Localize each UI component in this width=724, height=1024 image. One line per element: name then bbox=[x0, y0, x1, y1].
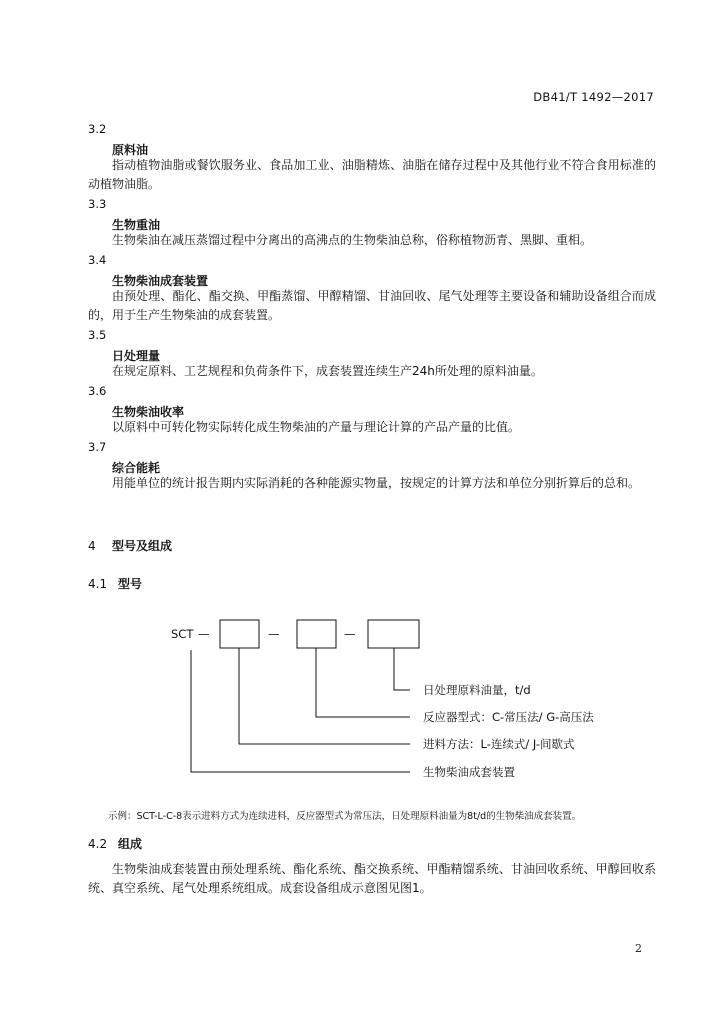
term-title: 原料油 bbox=[112, 143, 149, 157]
diagram-label: 进料方法：L-连续式/ J-间歇式 bbox=[423, 737, 575, 751]
term-number: 3.7 bbox=[88, 440, 107, 454]
model-box-feed bbox=[220, 620, 259, 648]
diagram-prefix: SCT bbox=[171, 627, 194, 641]
term-title: 日处理量 bbox=[112, 349, 161, 363]
section-number: 4.2 bbox=[88, 837, 108, 851]
section-number: 4.1 bbox=[88, 577, 108, 591]
leader-line-feed bbox=[239, 648, 410, 744]
leader-line-reactor bbox=[316, 648, 410, 717]
leader-line-capacity bbox=[394, 648, 410, 690]
diagram-label: 日处理原料油量，t/d bbox=[423, 683, 531, 697]
diagram-label: 反应器型式：C-常压法/ G-高压法 bbox=[423, 710, 594, 724]
term-number: 3.3 bbox=[88, 197, 107, 211]
term-title: 生物重油 bbox=[112, 218, 161, 232]
subsection-heading bbox=[88, 835, 142, 852]
term-title: 综合能耗 bbox=[112, 461, 161, 475]
term-definition: 由预处理、酯化、酯交换、甲酯蒸馏、甲醇精馏、甘油回收、尾气处理等主要设备和辅助设备组合而成的，用于生产生物柴油的成套装置。 bbox=[88, 289, 656, 322]
model-box-reactor bbox=[297, 620, 336, 648]
diagram-dash: — bbox=[198, 627, 210, 641]
term-number: 3.2 bbox=[88, 122, 107, 136]
page-header: DB41/T 1492—2017 bbox=[533, 90, 654, 104]
diagram-dash: — bbox=[268, 627, 280, 641]
term-definition: 生物柴油在减压蒸馏过程中分离出的高沸点的生物柴油总称，俗称植物沥青、黑脚、重相。 bbox=[112, 233, 593, 247]
example-note: 示例：SCT-L-C-8表示进料方式为连续进料，反应器型式为常压法，日处理原料油量为8t/d的生物柴油成套装置。 bbox=[108, 811, 582, 822]
term-number: 3.6 bbox=[88, 384, 107, 398]
section-number: 4 bbox=[88, 539, 96, 553]
term-definition: 在规定原料、工艺规程和负荷条件下，成套装置连续生产24h所处理的原料油量。 bbox=[112, 364, 543, 378]
section-body: 生物柴油成套装置由预处理系统、酯化系统、酯交换系统、甲酯精馏系统、甘油回收系统、甲醇回收系统、真空系统、尾气处理系统组成。成套设备组成示意图见图1。 bbox=[88, 862, 656, 895]
term-title: 生物柴油成套装置 bbox=[112, 274, 209, 288]
term-number: 3.5 bbox=[88, 328, 107, 342]
section-title: 型号及组成 bbox=[112, 539, 173, 553]
term-definition: 指动植物油脂或餐饮服务业、食品加工业、油脂精炼、油脂在储存过程中及其他行业不符合食用标准的动植物油脂。 bbox=[88, 158, 656, 191]
term-definition: 以原料中可转化物实际转化成生物柴油的产量与理论计算的产品产量的比值。 bbox=[112, 420, 521, 434]
term-definition: 用能单位的统计报告期内实际消耗的各种能源实物量，按规定的计算方法和单位分别折算后的总和。 bbox=[112, 476, 641, 490]
model-box-capacity bbox=[368, 620, 419, 648]
section-title: 组成 bbox=[118, 837, 143, 851]
leader-line-prefix bbox=[191, 650, 410, 772]
diagram-dash: — bbox=[344, 627, 356, 641]
diagram-label: 生物柴油成套装置 bbox=[423, 765, 515, 779]
term-number: 3.4 bbox=[88, 253, 107, 267]
page-number: 2 bbox=[635, 942, 642, 955]
section-title: 型号 bbox=[118, 577, 143, 591]
term-title: 生物柴油收率 bbox=[112, 405, 185, 419]
